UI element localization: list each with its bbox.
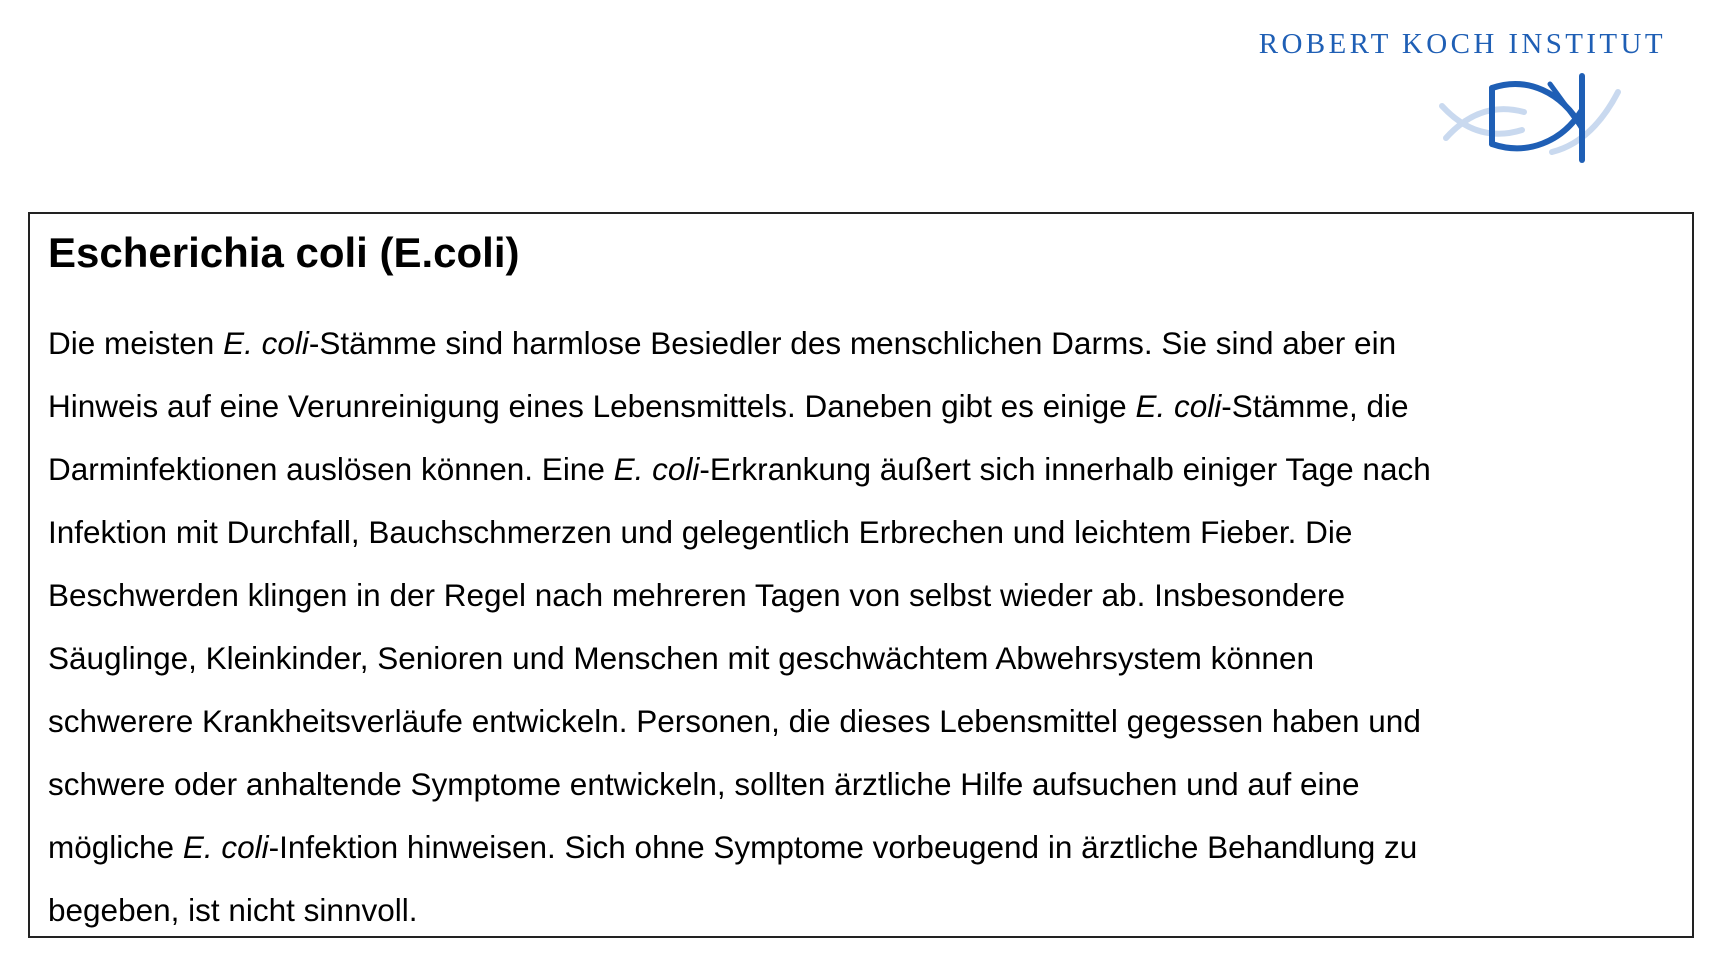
info-title: Escherichia coli (E.coli) — [48, 229, 520, 276]
paragraph-line — [48, 564, 1678, 627]
text-run: Säuglinge, Kleinkinder, Senioren und Menschen mit geschwächtem Abwehrsystem können — [48, 640, 1314, 676]
text-run: -Stämme sind harmlose Besiedler des menschlichen Darms. Sie sind aber ein — [308, 325, 1397, 361]
rki-emblem-icon — [1432, 72, 1632, 172]
paragraph-line — [48, 879, 1678, 942]
species-name-italic: E. coli — [182, 829, 269, 865]
text-run: schwerere Krankheitsverläufe entwickeln. Personen, die dieses Lebensmittel gegessen haben und — [48, 703, 1421, 739]
paragraph-line — [48, 438, 1678, 501]
species-name-italic: E. coli — [613, 451, 700, 487]
text-run: Beschwerden klingen in der Regel nach mehreren Tagen von selbst wieder ab. Insbesondere — [48, 577, 1345, 613]
paragraph-line — [48, 816, 1678, 879]
logo-wordmark: ROBERT KOCH INSTITUT — [1258, 28, 1666, 60]
info-paragraph — [48, 312, 1678, 942]
paragraph-line — [48, 501, 1678, 564]
paragraph-line — [48, 312, 1678, 375]
species-name-italic: E. coli — [223, 325, 309, 361]
text-run: begeben, ist nicht sinnvoll. — [48, 892, 418, 928]
species-name-italic: E. coli — [1135, 388, 1222, 424]
paragraph-line — [48, 375, 1678, 438]
ecoli-info-box — [28, 212, 1694, 938]
text-run: mögliche — [48, 829, 183, 865]
text-run: Darminfektionen auslösen können. Eine — [48, 451, 614, 487]
text-run: -Erkrankung äußert sich innerhalb einiger Tage nach — [699, 451, 1431, 487]
paragraph-line — [48, 627, 1678, 690]
paragraph-line — [48, 690, 1678, 753]
text-run: Hinweis auf eine Verunreinigung eines Lebensmittels. Daneben gibt es einige — [48, 388, 1136, 424]
text-run: -Infektion hinweisen. Sich ohne Symptome vorbeugend in ärztliche Behandlung zu — [268, 829, 1418, 865]
robert-koch-institut-logo — [1196, 28, 1666, 158]
paragraph-line — [48, 753, 1678, 816]
text-run: schwere oder anhaltende Symptome entwickeln, sollten ärztliche Hilfe aufsuchen und auf eine — [48, 766, 1360, 802]
text-run: Infektion mit Durchfall, Bauchschmerzen und gelegentlich Erbrechen und leichtem Fieber. Die — [48, 514, 1353, 550]
text-run: -Stämme, die — [1221, 388, 1409, 424]
text-run: Die meisten — [48, 325, 224, 361]
